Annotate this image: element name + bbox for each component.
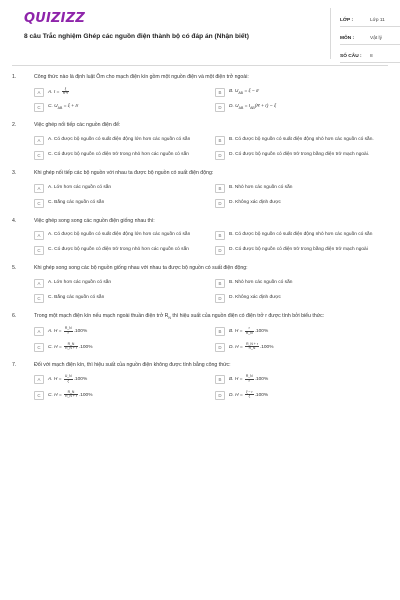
question-number: 5. — [12, 265, 17, 272]
option-letter: B — [215, 184, 225, 193]
question-number: 6. — [12, 313, 17, 320]
question-4 — [12, 218, 388, 256]
question-5 — [12, 265, 388, 303]
option-d[interactable] — [215, 293, 388, 303]
option-letter: C — [34, 199, 44, 208]
question-7 — [12, 362, 388, 400]
option-b[interactable] — [215, 135, 388, 145]
option-text: B. Nhỏ hơn các nguồn có sẵn — [229, 184, 293, 190]
worksheet-header — [12, 0, 388, 66]
option-letter: D — [215, 294, 225, 303]
option-letter: B — [215, 375, 225, 384]
option-a[interactable] — [34, 278, 207, 288]
option-d[interactable] — [215, 245, 388, 255]
option-b[interactable] — [215, 278, 388, 288]
meta-count-row — [340, 49, 400, 63]
option-formula: D. H = $\frac{\xi - r}{\xi}$ .100% — [229, 389, 269, 398]
option-letter: D — [215, 199, 225, 208]
option-b[interactable] — [215, 87, 388, 97]
question-6 — [12, 313, 388, 352]
option-letter: C — [34, 391, 44, 400]
option-c[interactable] — [34, 342, 207, 352]
option-a[interactable] — [34, 374, 207, 384]
option-letter: D — [215, 343, 225, 352]
option-text: A. Lớn hơn các nguồn có sẵn — [48, 280, 112, 286]
option-b[interactable] — [215, 230, 388, 240]
option-letter: B — [215, 136, 225, 145]
option-formula: B. $U_{AB} = \xi - Ir$ — [229, 88, 260, 95]
question-list — [12, 74, 388, 410]
meta-count-label: SỐ CÂU : — [340, 54, 362, 59]
option-c[interactable] — [34, 150, 207, 160]
option-d[interactable] — [215, 102, 388, 112]
option-letter: C — [34, 103, 44, 112]
option-text: A. Có được bộ nguồn có suất điện động lớn hơn các nguồn có sẵn — [48, 232, 191, 238]
option-text: B. Nhỏ hơn các nguồn có sẵn — [229, 280, 293, 286]
option-text: C. Có được bộ nguồn có điện trở trong nhỏ hơn các nguồn có sẵn — [48, 247, 189, 253]
option-d[interactable] — [215, 150, 388, 160]
option-letter: B — [215, 327, 225, 336]
option-letter: A — [34, 231, 44, 240]
option-c[interactable] — [34, 245, 207, 255]
option-formula: C. H = $\frac{R\_N}{R\_N + r}$ .100% — [48, 341, 93, 350]
question-number: 1. — [12, 74, 17, 80]
question-2 — [12, 122, 388, 160]
option-b[interactable] — [215, 326, 388, 336]
option-letter: C — [34, 343, 44, 352]
page-title: 8 câu Trắc nghiệm Ghép các nguồn điện thành bộ có đáp án (Nhận biết) — [24, 33, 249, 40]
header-divider — [330, 8, 331, 59]
question-number: 4. — [12, 217, 17, 224]
option-text: B. Có được bộ nguồn có suất điện động nhỏ hơn các nguồn có sẵn — [229, 232, 373, 238]
option-a[interactable] — [34, 135, 207, 145]
question-text: Việc ghép nối tiếp các nguồn điện để: — [34, 121, 121, 128]
question-number: 2. — [12, 121, 17, 128]
option-text: C. Bằng các nguồn có sẵn — [48, 199, 105, 205]
meta-class-label: LỚP : — [340, 18, 354, 23]
option-letter: D — [215, 103, 225, 112]
meta-subject-row — [340, 31, 400, 45]
option-d[interactable] — [215, 390, 388, 400]
option-letter: A — [34, 184, 44, 193]
option-letter: A — [34, 279, 44, 288]
option-a[interactable] — [34, 87, 207, 97]
question-1 — [12, 74, 388, 112]
quizizz-logo: QUIZIZZ — [24, 11, 85, 26]
question-text: Công thức nào là định luật Ôm cho mạch điện kín gồm một nguồn điện và một điện trở ngoài: — [34, 74, 249, 80]
option-b[interactable] — [215, 374, 388, 384]
option-text: A. Có được bộ nguồn có suất điện động lớn hơn các nguồn có sẵn — [48, 136, 191, 142]
question-text: Khi ghép song song các bộ nguồn giống nhau với nhau ta được bộ nguồn có suất điện động: — [34, 265, 248, 272]
option-text: A. Lớn hơn các nguồn có sẵn — [48, 184, 112, 190]
option-letter: A — [34, 88, 44, 97]
option-formula: A. H = $\frac{R\_N}{r}$ .100% — [48, 326, 88, 335]
option-text: C. Bằng các nguồn có sẵn — [48, 295, 105, 301]
option-d[interactable] — [215, 198, 388, 208]
meta-count-value: 8 — [370, 54, 373, 59]
option-text: D. Có được bộ nguồn có điện trở trong bằng điện trở mạch ngoài. — [229, 151, 370, 157]
option-letter: C — [34, 246, 44, 255]
option-formula: C. $U_{AB} = \xi + Ir$ — [48, 103, 79, 110]
option-text: D. Có được bộ nguồn có điện trở trong bằng điện trở mạch ngoài — [229, 247, 368, 253]
option-letter: B — [215, 231, 225, 240]
option-b[interactable] — [215, 183, 388, 193]
option-letter: D — [215, 246, 225, 255]
option-text: D. Không xác định được — [229, 295, 281, 301]
option-c[interactable] — [34, 293, 207, 303]
question-text: Việc ghép song song các nguồn điện giống nhau thì: — [34, 217, 155, 224]
option-text: B. Có được bộ nguồn có suất điện động nhỏ hơn các nguồn có sẵn. — [229, 136, 374, 142]
option-d[interactable] — [215, 342, 388, 352]
option-letter: B — [215, 279, 225, 288]
question-number: 7. — [12, 361, 17, 368]
option-formula: D. H = $\frac{R\_N + r}{R\_N}$ .100% — [229, 341, 274, 350]
meta-subject-value: Vật lý — [370, 36, 382, 41]
option-letter: A — [34, 136, 44, 145]
option-a[interactable] — [34, 326, 207, 336]
option-c[interactable] — [34, 198, 207, 208]
option-letter: A — [34, 327, 44, 336]
option-a[interactable] — [34, 183, 207, 193]
meta-panel — [340, 13, 400, 67]
option-formula: B. H = $\frac{r}{R\_N}$ .100% — [229, 326, 269, 335]
option-c[interactable] — [34, 390, 207, 400]
meta-class-value: Lớp 11 — [370, 18, 385, 23]
option-text: D. Không xác định được — [229, 199, 281, 205]
option-letter: D — [215, 151, 225, 160]
meta-subject-label: MÔN : — [340, 36, 355, 41]
option-formula: D. $U_{AB} = I_{AB}(R + r) - \xi$ — [229, 103, 277, 110]
meta-class-row — [340, 13, 400, 27]
option-a[interactable] — [34, 230, 207, 240]
question-text: Đối với mạch điện kín, thì hiệu suất của nguồn điện không được tính bằng công thức: — [34, 361, 231, 368]
option-text: C. Có được bộ nguồn có điện trở trong nhỏ hơn các nguồn có sẵn — [48, 151, 189, 157]
question-3 — [12, 170, 388, 208]
option-c[interactable] — [34, 102, 207, 112]
question-number: 3. — [12, 169, 17, 176]
option-formula: C. H = $\frac{R\_N}{R\_N + r}$ .100% — [48, 389, 93, 398]
option-formula: B. H = $\frac{R\_N}{r}$ .100% — [229, 374, 269, 383]
question-text: Trong một mạch điện kín nếu mạch ngoài thuần điện trở $R_N$ thì hiệu suất của nguồn điện có điện trở r được tính bởi biểu thức: — [34, 313, 325, 321]
option-formula: A. I = $\frac{\xi}{R+r}$ — [48, 86, 69, 96]
option-formula: A. H = $\frac{U\_N}{\xi}$ .100% — [48, 374, 88, 383]
option-letter: D — [215, 391, 225, 400]
question-text: Khi ghép nối tiếp các bộ nguồn với nhau ta được bộ nguồn có suất điện động: — [34, 169, 214, 176]
option-letter: B — [215, 88, 225, 97]
option-letter: A — [34, 375, 44, 384]
option-letter: C — [34, 294, 44, 303]
option-letter: C — [34, 151, 44, 160]
